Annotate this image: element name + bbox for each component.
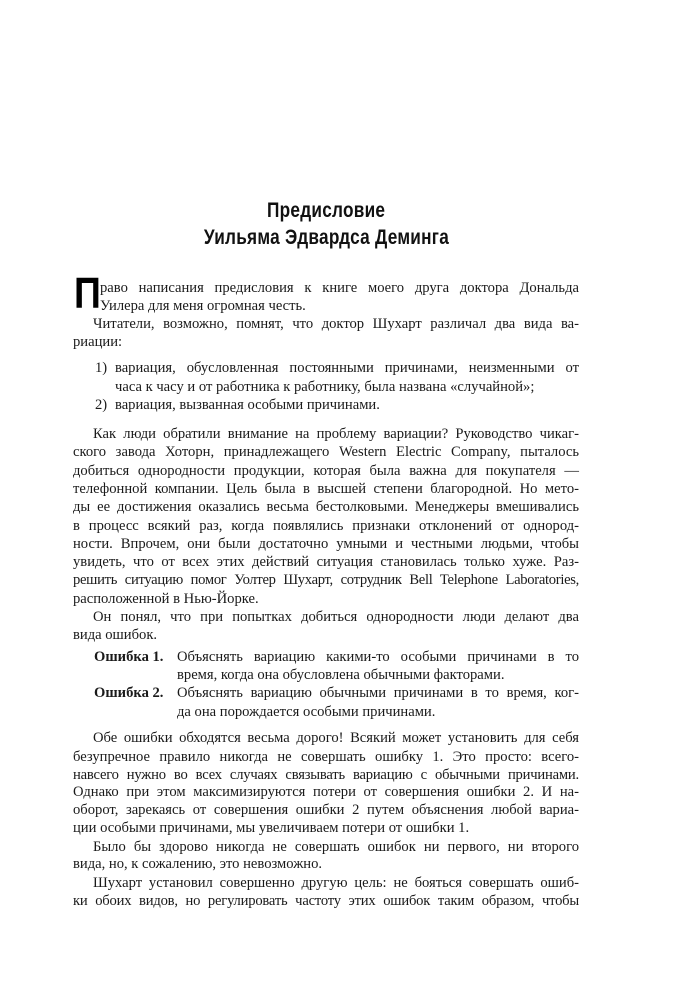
text-line: ности. Впрочем, они были достаточно умными и честными людьми, чтобы: [73, 536, 579, 552]
error-label: Ошибка 2.: [94, 685, 164, 701]
error-text: да она порождается особыми причинами.: [177, 704, 436, 720]
text-line: Как люди обратили внимание на проблему вариации? Руководство чикаг-: [93, 426, 579, 442]
list-item-text: часа к часу и от работника к работнику, была названа «случайной»;: [115, 379, 535, 395]
text-line: оборот, зарекаясь от совершения ошибки 2 путем объяснения любой вариа-: [73, 802, 579, 818]
list-item-text: вариация, обусловленная постоянными причинами, неизменными от: [115, 360, 579, 376]
error-label: Ошибка 1.: [94, 649, 164, 665]
error-text: Объяснять вариацию какими-то особыми причинами в то: [177, 649, 579, 665]
text-line: увидеть, что от всех этих действий ситуация становилась только хуже. Раз-: [73, 554, 579, 570]
text-line: Уилера для меня огромная честь.: [100, 298, 306, 314]
text-line: вида ошибок.: [73, 627, 158, 643]
text-line: навсего нужно во всех случаях связывать вариацию с обычными причинами.: [73, 767, 579, 783]
title-text: Уильяма Эдвардса Деминга: [203, 226, 449, 249]
text-line: безупречное правило никогда не совершать ошибку 1. Это просто: всего-: [73, 749, 579, 765]
text-line: ции особыми причинами, мы увеличиваем потери от ошибки 1.: [73, 820, 470, 836]
text-line: добиться однородности продукции, которая была важна для покупателя —: [73, 463, 579, 479]
text-line: Читатели, возможно, помнят, что доктор Шухарт различал два вида ва-: [93, 316, 579, 332]
text-line: телефонной компании. Цель была в высшей степени благородной. Но мето-: [73, 481, 579, 497]
text-line: ды ее достижения оказались весьма бестолковыми. Менеджеры вмешивались: [73, 499, 579, 515]
text-line: ского завода Хоторн, принадлежащего Western Electric Company, пыталось: [73, 444, 579, 460]
error-text: время, когда она обусловлена обычными факторами.: [177, 667, 505, 683]
text-line: Однако при этом максимизируются потери от совершения ошибки 2. И на-: [73, 784, 579, 800]
text-line: Шухарт установил совершенно другую цель: не бояться совершать ошиб-: [93, 875, 579, 891]
text-line: вида, но, к сожалению, это невозможно.: [73, 856, 323, 872]
title-text: Предисловие: [266, 199, 386, 222]
text-line: Обе ошибки обходятся весьма дорого! Всякий может установить для себя: [93, 730, 579, 746]
list-item-text: вариация, вызванная особыми причинами.: [115, 397, 380, 413]
text-line: в процесс всякий раз, когда появлялись признаки отклонений от однород-: [73, 518, 579, 534]
text-line: ки обоих видов, но регулировать частоту этих ошибок таким образом, чтобы: [73, 893, 579, 909]
text-line: расположенной в Нью-Йорке.: [73, 591, 259, 607]
error-text: Объяснять вариацию обычными причинами в то время, ког-: [177, 685, 579, 701]
text-line: раво написания предисловия к книге моего друга доктора Дональда: [100, 280, 579, 296]
text-line: риации:: [73, 334, 123, 350]
list-number: 1): [95, 360, 108, 376]
list-number: 2): [95, 397, 108, 413]
drop-cap: П: [74, 269, 101, 318]
text-line: Он понял, что при попытках добиться однородности люди делают два: [93, 609, 579, 625]
page-title-line-2: [0, 226, 652, 250]
text-line: решить ситуацию помог Уолтер Шухарт, сотрудник Bell Telephone Laboratories,: [73, 572, 579, 588]
page-title-line-1: [0, 199, 652, 223]
text-line: Было бы здорово никогда не совершать ошибок ни первого, ни второго: [93, 839, 579, 855]
